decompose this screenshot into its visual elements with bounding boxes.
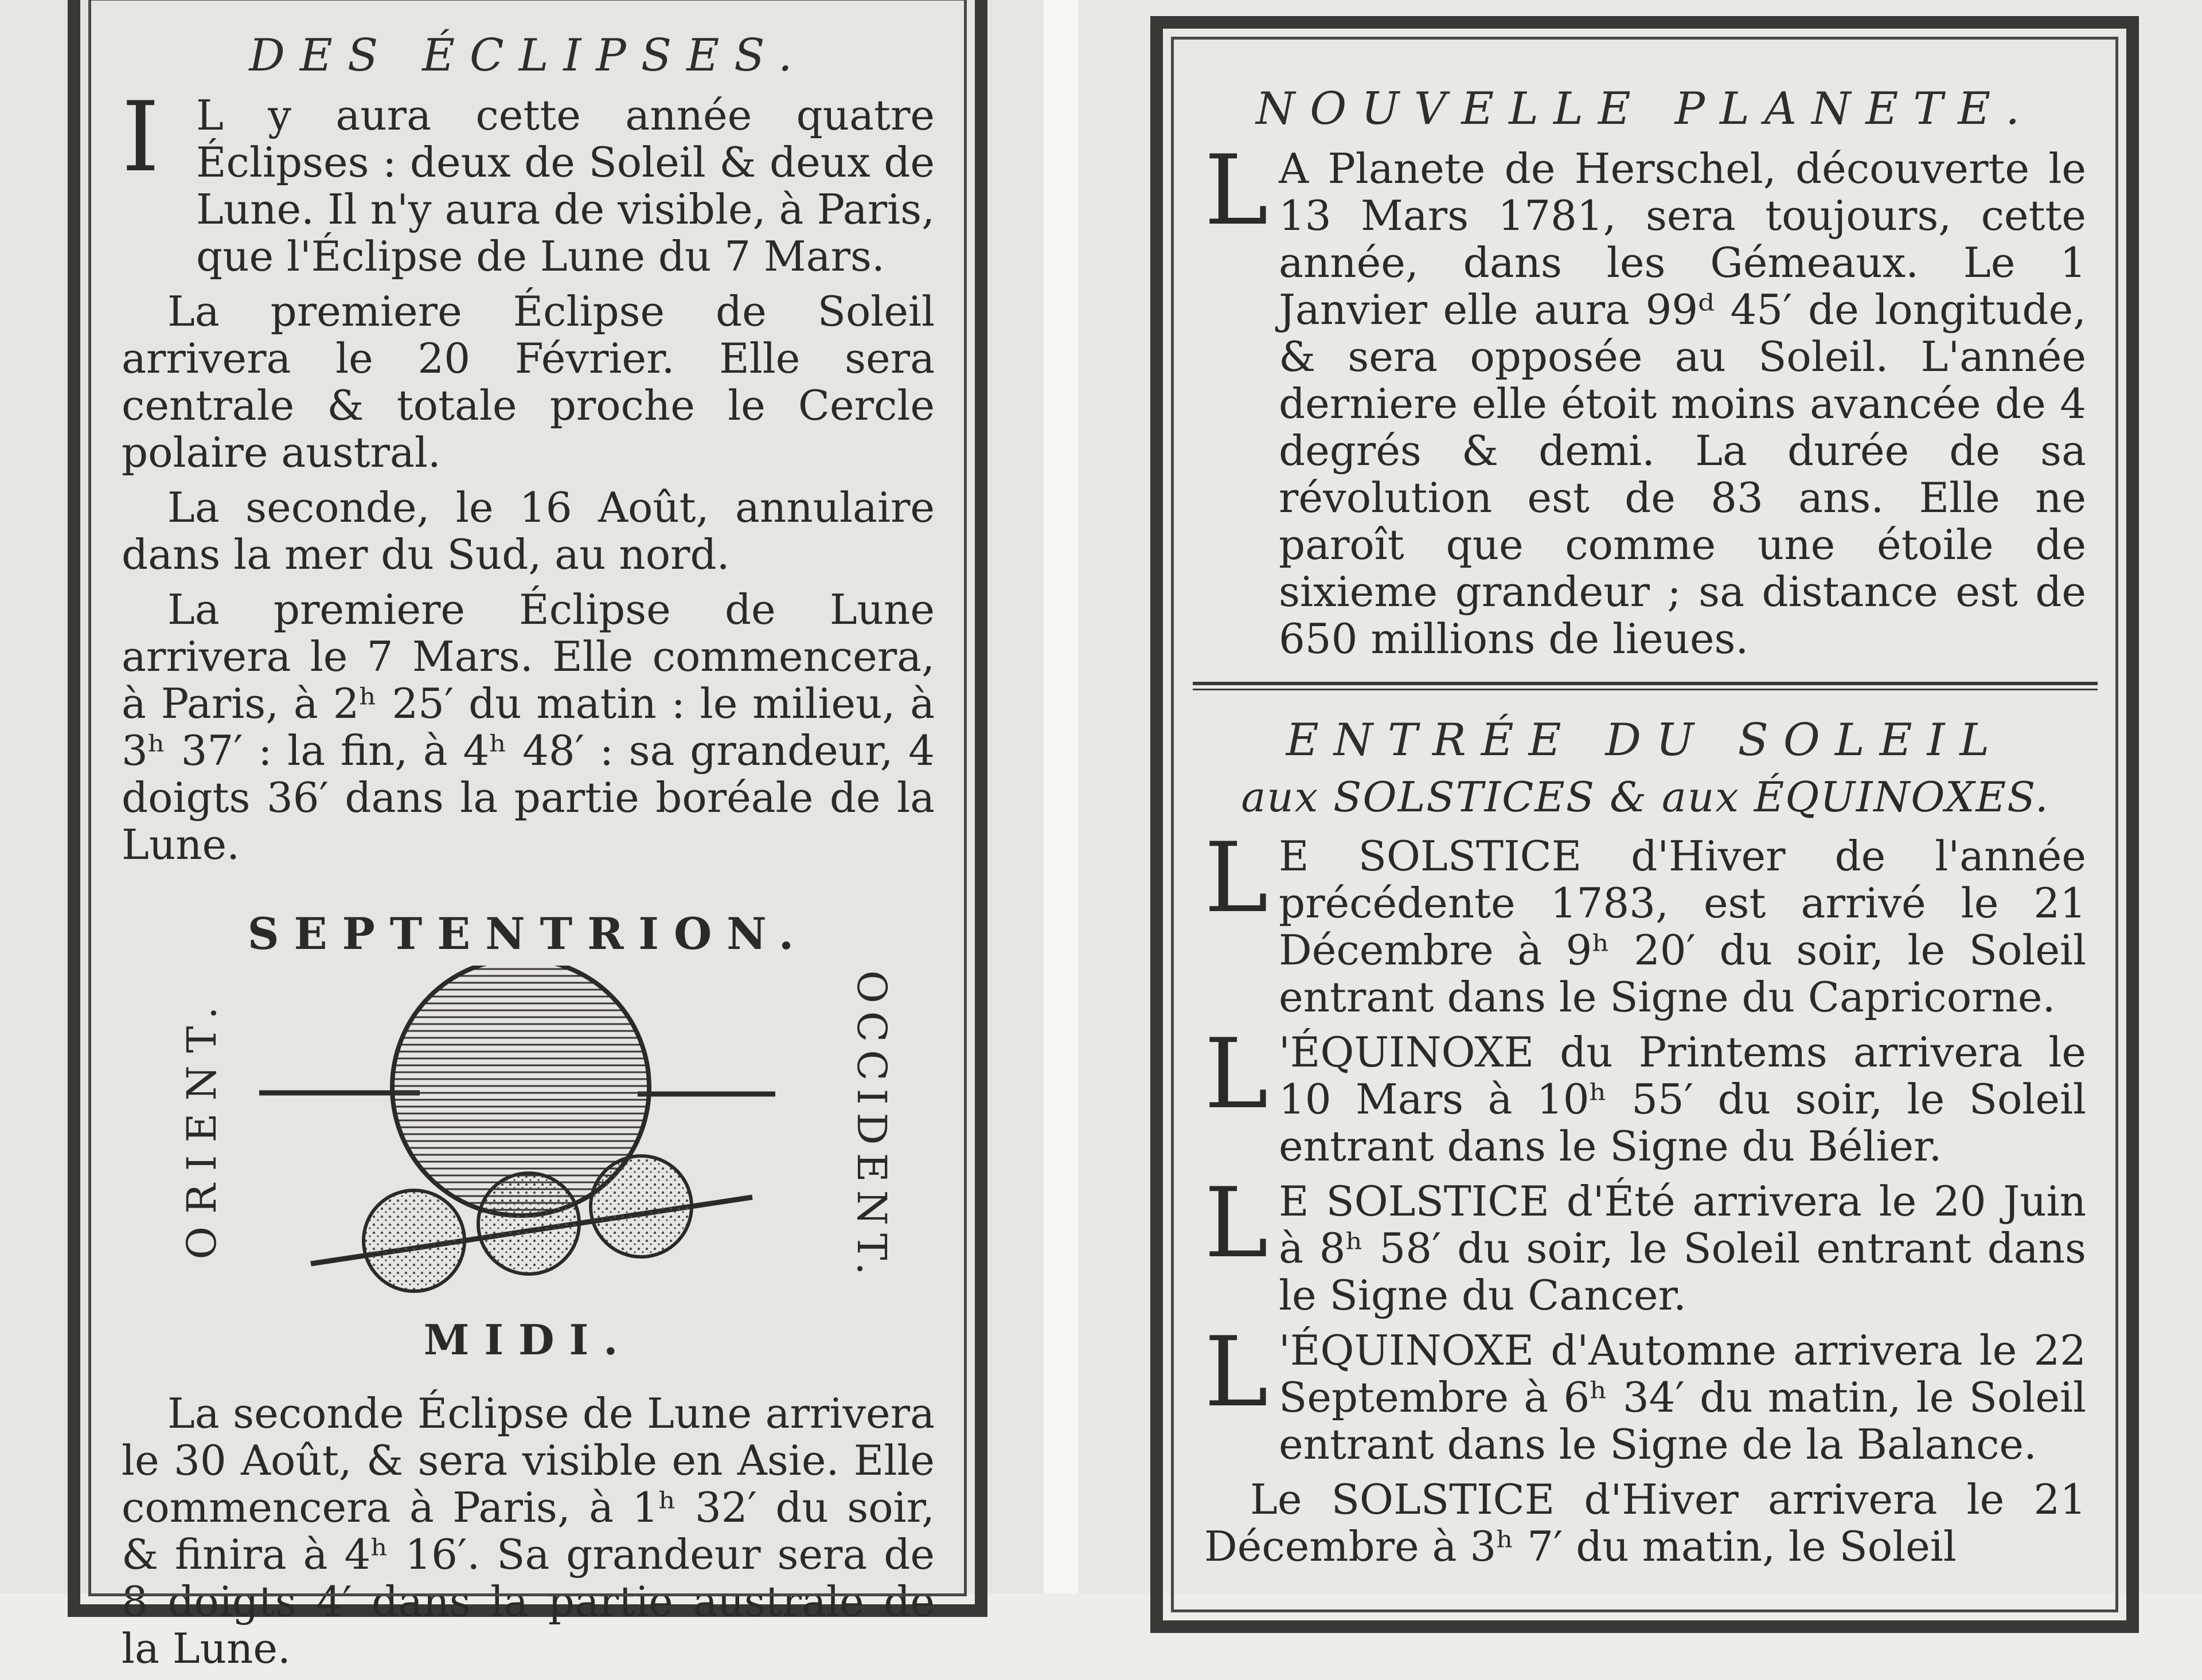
sun-heading: ENTRÉE DU SOLEIL	[1286, 714, 2005, 766]
drop-cap: L	[1204, 822, 1268, 934]
moon-last-contact	[591, 1156, 692, 1257]
left-page-content	[122, 30, 935, 1680]
eclipse-diagram	[122, 885, 935, 1378]
sun-subheading: aux SOLSTICES & aux ÉQUINOXES.	[1241, 773, 2049, 821]
drop-cap: L	[1204, 1316, 1268, 1428]
moon-first-contact	[364, 1190, 464, 1291]
drop-cap: I	[122, 81, 160, 193]
diagram-label-north: SEPTENTRION.	[247, 908, 809, 959]
paragraph: La seconde Éclipse de Lune arrivera le 30 Août, & sera visible en Asie. Elle commencera à Paris, à 1ʰ 32′ du soir, & finira à 4ʰ 16′. Sa grandeur sera de 8 doigts 4′ dans la partie australe de la Lune.	[122, 1389, 935, 1673]
left-page	[0, 0, 1044, 1673]
eclipses-heading: DES ÉCLIPSES.	[249, 30, 807, 81]
right-page-border	[1150, 16, 2139, 1633]
drop-cap: L	[1204, 1167, 1268, 1279]
diagram-label-east: ORIENT.	[178, 994, 225, 1260]
equinox-entry	[1204, 1018, 2086, 1170]
diagram-label-south: MIDI.	[423, 1315, 633, 1364]
entry-text: 'ÉQUINOXE du Printems arrivera le 10 Mars à 10ʰ 55′ du soir, le Soleil entrant dans le Signe du Bélier.	[1279, 1028, 2086, 1170]
eclipses-intro	[122, 81, 935, 280]
planet-paragraph	[1204, 134, 2086, 663]
paragraph: La premiere Éclipse de Lune arrivera le 7 Mars. Elle commencera, à Paris, à 2ʰ 25′ du matin : le milieu, à 3ʰ 37′ : la fin, à 4ʰ 48′ : sa grandeur, 4 doigts 36′ dans la partie boréale de la Lune.	[122, 585, 935, 869]
planet-heading: NOUVELLE PLANETE.	[1255, 83, 2035, 135]
moon-mid-eclipse	[478, 1173, 579, 1274]
left-page-border	[68, 0, 987, 1673]
drop-cap: L	[1204, 1018, 1268, 1130]
drop-cap: L	[1204, 134, 1268, 247]
solstice-entry	[1204, 822, 2086, 1021]
entry-text: E SOLSTICE d'Été arrivera le 20 Juin à 8ʰ 58′ du soir, le Soleil entrant dans le Signe du Cancer.	[1279, 1177, 2086, 1319]
page-gutter	[1044, 0, 1078, 1593]
right-page	[1078, 0, 2202, 1593]
paragraph: Le SOLSTICE d'Hiver arrivera le 21 Décembre à 3ʰ 7′ du matin, le Soleil	[1204, 1475, 2086, 1570]
eclipses-intro-text: L y aura cette année quatre Éclipses : deux de Soleil & deux de Lune. Il n'y aura de visible, à Paris, que l'Éclipse de Lune du 7 Mars.	[196, 91, 935, 280]
entry-text: E SOLSTICE d'Hiver de l'année précédente 1783, est arrivé le 21 Décembre à 9ʰ 20′ du soir, le Soleil entrant dans le Signe du Capricorne.	[1279, 832, 2086, 1021]
planet-text: A Planete de Herschel, découverte le 13 Mars 1781, sera toujours, cette année, dans les Gémeaux. Le 1 Janvier elle aura 99ᵈ 45′ de longitude, & sera opposée au Soleil. L'année derniere elle étoit moins avancée de 4 degrés & demi. La durée de sa révolution est de 83 ans. Elle ne paroît que comme une étoile de sixieme grandeur ; sa distance est de 650 millions de lieues.	[1279, 144, 2086, 663]
section-divider	[1193, 682, 2098, 690]
equinox-entry	[1204, 1316, 2086, 1468]
paragraph: La seconde, le 16 Août, annulaire dans la mer du Sud, au nord.	[122, 483, 935, 579]
entry-text: 'ÉQUINOXE d'Automne arrivera le 22 Septembre à 6ʰ 34′ du matin, le Soleil entrant dans le Signe de la Balance.	[1279, 1326, 2086, 1468]
paragraph: La premiere Éclipse de Soleil arrivera le 20 Février. Elle sera centrale & totale proche le Cercle polaire austral.	[122, 287, 935, 476]
solstice-entry	[1204, 1167, 2086, 1319]
eclipse-illustration	[259, 966, 810, 1310]
right-page-content	[1204, 83, 2086, 1578]
diagram-label-west: OCCIDENT.	[848, 970, 895, 1283]
